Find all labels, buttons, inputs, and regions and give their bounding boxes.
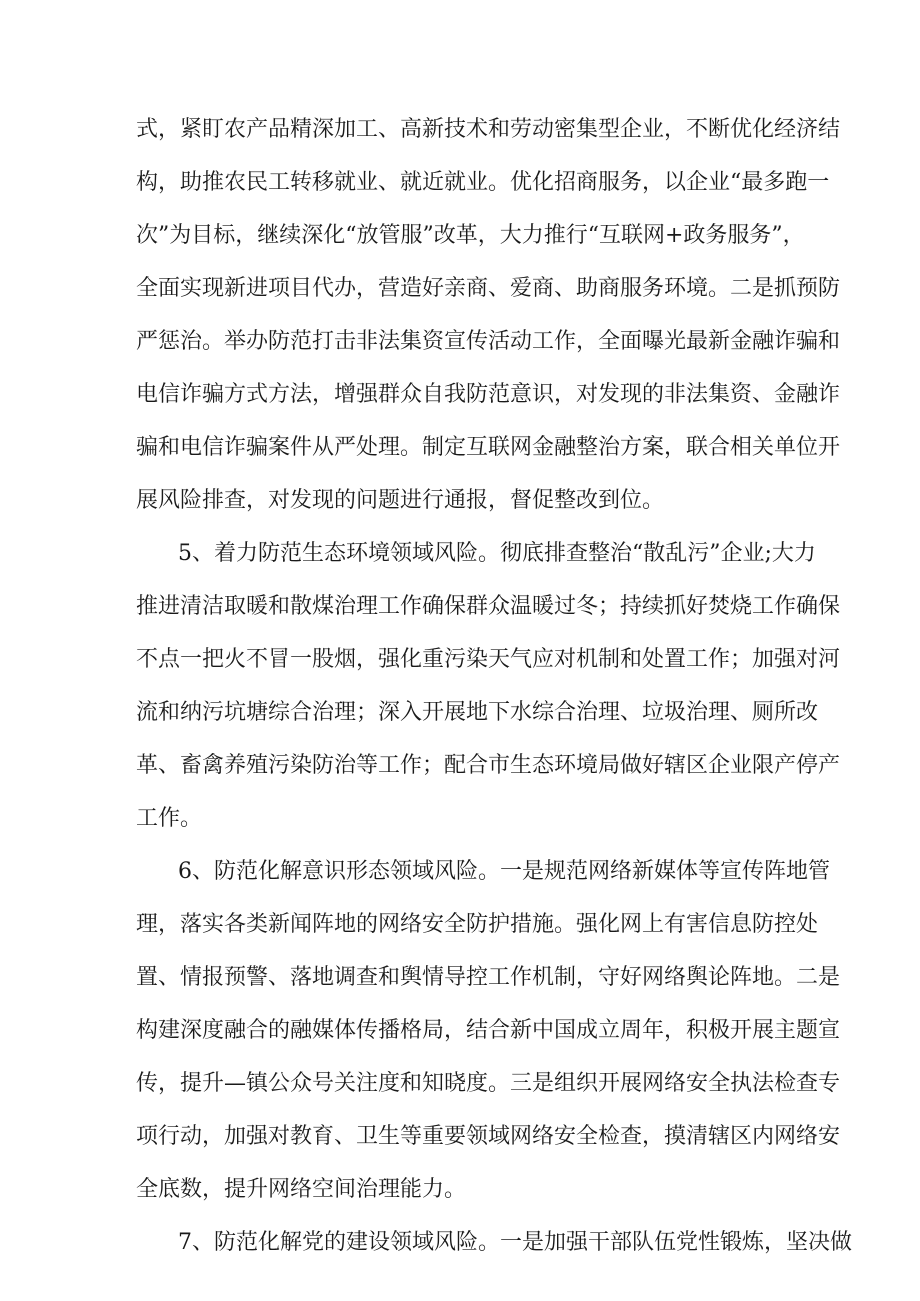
text-line: 严惩治。举办防范打击非法集资宣传活动工作，全面曝光最新金融诈骗和 <box>136 329 841 354</box>
text-line: 全底数，提升网络空间治理能力。 <box>136 1177 467 1202</box>
text-line: 全面实现新进项目代办，营造好亲商、爱商、助商服务环境。二是抓预防 <box>136 276 841 301</box>
text-line: 电信诈骗方式方法，增强群众自我防范意识，对发现的非法集资、金融诈 <box>136 382 841 407</box>
text-line: 传，提升—镇公众号关注度和知晓度。三是组织开展网络安全执法检查专 <box>136 1071 841 1096</box>
text-line: 推进清洁取暖和散煤治理工作确保群众温暖过冬；持续抓好焚烧工作确保 <box>136 594 841 619</box>
paragraph-start-line: 7、防范化解党的建设领域风险。一是加强干部队伍党性锻炼，坚决做 <box>178 1230 852 1255</box>
text-line: 项行动，加强对教育、卫生等重要领域网络安全检查，摸清辖区内网络安 <box>136 1124 841 1149</box>
paragraph-start-line: 5、着力防范生态环境领域风险。彻底排查整治“散乱污”企业;大力 <box>178 541 816 566</box>
text-line: 展风险排查，对发现的问题进行通报，督促整改到位。 <box>136 488 665 513</box>
text-line: 次”为目标，继续深化“放管服”改革，大力推行“互联网+政务服务”， <box>136 223 805 248</box>
text-line: 工作。 <box>136 806 203 831</box>
text-line: 式，紧盯农产品精深加工、高新技术和劳动密集型企业，不断优化经济结 <box>136 117 841 142</box>
paragraph-start-line: 6、防范化解意识形态领域风险。一是规范网络新媒体等宣传阵地管 <box>178 859 830 884</box>
text-line: 构，助推农民工转移就业、就近就业。优化招商服务，以企业“最多跑一 <box>136 170 830 195</box>
text-line: 骗和电信诈骗案件从严处理。制定互联网金融整治方案，联合相关单位开 <box>136 435 841 460</box>
text-line: 构建深度融合的融媒体传播格局，结合新中国成立周年，积极开展主题宣 <box>136 1018 841 1043</box>
text-line: 置、情报预警、落地调查和舆情导控工作机制，守好网络舆论阵地。二是 <box>136 965 841 990</box>
text-line: 不点一把火不冒一股烟，强化重污染天气应对机制和处置工作；加强对河 <box>136 647 841 672</box>
text-line: 理，落实各类新闻阵地的网络安全防护措施。强化网上有害信息防控处 <box>136 912 819 937</box>
text-line: 流和纳污坑塘综合治理；深入开展地下水综合治理、垃圾治理、厕所改 <box>136 700 819 725</box>
text-line: 革、畜禽养殖污染防治等工作；配合市生态环境局做好辖区企业限产停产 <box>136 753 841 778</box>
